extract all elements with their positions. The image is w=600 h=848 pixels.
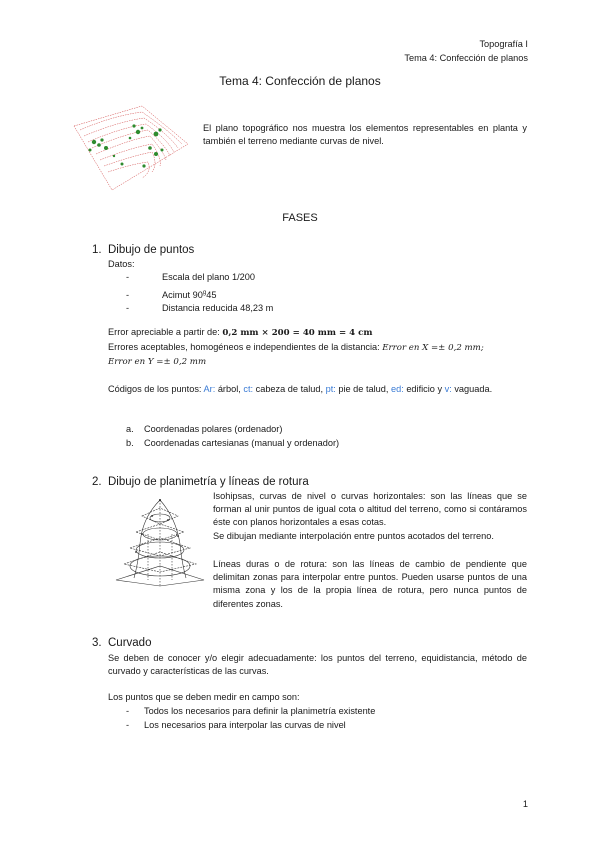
code-v: v: xyxy=(444,384,452,394)
codes-prefix: Códigos de los puntos: xyxy=(108,384,204,394)
campo-paragraph: Los puntos que se deben medir en campo son: xyxy=(108,692,300,702)
error-prefix: Error apreciable a partir de: xyxy=(108,327,223,337)
code-ar: Ar: xyxy=(203,384,216,394)
error-y xyxy=(108,355,206,369)
datos-item-text: Acimut 90 xyxy=(162,290,203,301)
campo-bullet xyxy=(126,705,375,718)
option-text: Coordenadas cartesianas (manual y ordenador) xyxy=(144,438,340,448)
error-formula: 0,2 mm × 200 = 40 mm = 4 cm xyxy=(222,328,373,338)
errores-text: Errores aceptables, homogéneos e independientes de la distancia: xyxy=(108,342,383,352)
errores-line xyxy=(108,341,484,355)
datos-item-text: Escala del plano 1/200 xyxy=(162,272,255,282)
datos-item xyxy=(126,287,216,302)
phases-heading: FASES xyxy=(282,212,318,224)
campo-bullet-text: Todos los necesarios para definir la planimetría existente xyxy=(144,706,376,716)
option-mark: a. xyxy=(126,424,134,434)
codes-paragraph xyxy=(108,383,527,396)
datos-item-text: Distancia reducida 48,23 m xyxy=(162,303,274,313)
option-text: Coordenadas polares (ordenador) xyxy=(144,424,283,434)
page-number: 1 xyxy=(522,799,528,809)
option-item xyxy=(126,423,282,436)
code-v-text: vaguada. xyxy=(451,384,493,394)
section-2-title: Dibujo de planimetría y líneas de rotura xyxy=(108,476,309,488)
option-mark: b. xyxy=(126,438,134,448)
code-ed: ed: xyxy=(390,384,404,394)
datos-label: Datos: xyxy=(108,259,135,269)
section-3-title: Curvado xyxy=(108,637,152,649)
error-line xyxy=(108,326,372,340)
section-3-number: 3. xyxy=(92,637,102,649)
rotura-paragraph xyxy=(213,558,527,611)
header-course: Topografía I xyxy=(479,39,528,49)
section-2-number: 2. xyxy=(92,476,102,488)
code-ct: ct: xyxy=(243,384,254,394)
contour-planes-diagram-image xyxy=(112,494,208,588)
acimut-superscript: g xyxy=(202,290,207,296)
intro-paragraph: El plano topográfico nos muestra los elementos representables en planta y también el terreno mediante curvas de nivel. xyxy=(203,123,527,147)
topographic-map-image xyxy=(72,104,190,192)
code-ar-text: árbol, xyxy=(215,384,244,394)
bullet-mark: - xyxy=(126,272,130,282)
bullet-mark: - xyxy=(126,706,130,716)
section-1-number: 1. xyxy=(92,244,102,256)
code-pt-text: pie de talud, xyxy=(335,384,391,394)
rotura-text: Líneas duras o de rotura: son las líneas de cambio de pendiente que delimitan zonas para interpolar entre puntos. Pueden usarse puntos de una misma zona y los de la propia línea de rotura, pero nunca puntos de diferentes zonas. xyxy=(213,559,527,609)
page-title: Tema 4: Confección de planos xyxy=(219,74,381,88)
acimut-tail: 45 xyxy=(206,290,217,301)
curvado-paragraph: Se deben de conocer y/o elegir adecuadamente: los puntos del terreno, equidistancia, método de curvado y características de las curvas. xyxy=(108,653,527,677)
error-y-text: Error en Y =± 0,2 mm xyxy=(108,357,207,367)
datos-item xyxy=(126,271,255,284)
campo-bullet xyxy=(126,719,346,732)
header-chapter: Tema 4: Confección de planos xyxy=(404,53,528,63)
datos-item xyxy=(126,302,273,315)
isohipsas-paragraph: Isohipsas, curvas de nivel o curvas horizontales: son las líneas que se forman al unir puntos de igual cota o altitud del terreno, como si contáramos éste con planos horizontales a esas cotas. xyxy=(213,491,527,528)
option-item xyxy=(126,437,339,450)
code-ct-text: cabeza de talud, xyxy=(253,384,326,394)
bullet-mark: - xyxy=(126,720,130,730)
error-x: Error en X =± 0,2 mm; xyxy=(382,343,484,353)
bullet-mark: - xyxy=(126,290,130,301)
interpolation-paragraph: Se dibujan mediante interpolación entre puntos acotados del terreno. xyxy=(213,531,494,541)
bullet-mark: - xyxy=(126,303,130,313)
code-ed-text: edificio y xyxy=(403,384,445,394)
section-1-title: Dibujo de puntos xyxy=(108,244,195,256)
campo-bullet-text: Los necesarios para interpolar las curvas de nivel xyxy=(144,720,346,730)
code-pt: pt: xyxy=(325,384,336,394)
